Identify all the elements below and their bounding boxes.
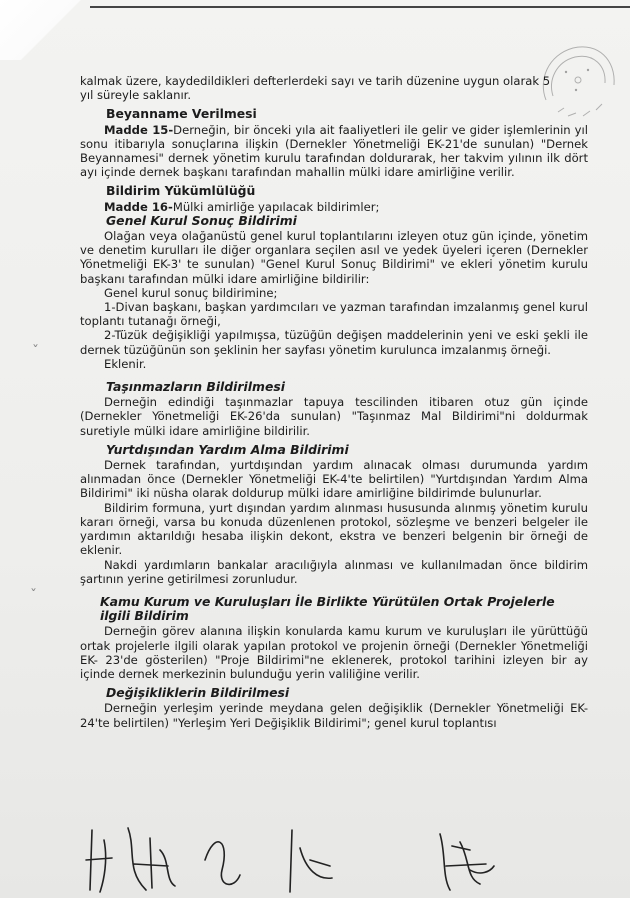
paragraph: Bildirim formuna, yurt dışından yardım alınması hususunda alınmış yönetim kurulu kararı örneği, varsa bu konuda düzenlenen protokol, sözleşme ve benzeri belgeler ile yardımın aktarıldığı hesaba ilişkin dekont, ekstra ve benzeri belgenin bir örneği de eklenir. <box>80 500 588 558</box>
top-rule <box>90 6 630 8</box>
margin-mark: ˇ <box>30 588 37 604</box>
intro-line: yıl süreyle saklanır. <box>80 88 192 103</box>
subsection-heading: Yurtdışından Yardım Alma Bildirimi <box>106 441 349 457</box>
paragraph: Derneğin görev alanına ilişkin konularda kamu kurum ve kuruluşları ile yürüttüğü ortak projelerle ilgili olarak yapılan protokol ve projenin örneği (Dernekler Yönetmeliği EK- 23'de gösterilen) "Proje Bildirimi"ne eklenerek, protokol tarihini izleyen bir ay içinde dernek merkezinin bulunduğu yerin valiliğine verilir. <box>80 624 588 681</box>
intro-line: kalmak üzere, kaydedildikleri defterlerdeki sayı ve tarih düzenine uygun olarak 5 <box>80 74 551 88</box>
subsection-heading: Değişikliklerin Bildirilmesi <box>106 685 290 701</box>
subsection-heading: Kamu Kurum ve Kuruluşları İle Birlikte Yürütülen Ortak Projelerle ilgili Bildirim <box>100 593 555 624</box>
subsection-heading: Taşınmazların Bildirilmesi <box>106 379 285 395</box>
paragraph: Olağan veya olağanüstü genel kurul toplantılarını izleyen otuz gün içinde, yönetim ve denetim kurulları ile diğer organlara seçilen asıl ve yedek üyeleri içeren (Dernekler Yönetmeliği EK-3' te sunulan) "Genel Kurul Sonuç Bildirimi" ve ekleri yönetim kurulu başkanı tarafından mülki idare amirliğine bildirilir: <box>80 229 588 286</box>
paragraph: Dernek tarafından, yurtdışından yardım alınacak olması durumunda yardım alınmadan önce (Dernekler Yönetmeliği EK-4'te belirtilen) "Yurtdışından Yardım Alma Bildirimi" iki nüsha olarak doldurup mülki idare amirliğine bildirimde bulunurlar. <box>80 458 588 501</box>
folded-corner <box>0 0 100 60</box>
subsection-heading: Genel Kurul Sonuç Bildirimi <box>106 212 297 228</box>
section-heading: Beyanname Verilmesi <box>106 106 257 122</box>
paragraph: Eklenir. <box>104 356 147 371</box>
paragraph: 2-Tüzük değişikliği yapılmışsa, tüzüğün değişen maddelerinin yeni ve eski şekli ile dernek tüzüğünün son şeklinin her sayfası yönetim kurulunca imzalanmış örneği. <box>80 328 588 357</box>
signatures-image <box>0 820 630 898</box>
paragraph: 1-Divan başkanı, başkan yardımcıları ve yazman tarafından imzalanmış genel kurul toplantı tutanağı örneği, <box>80 300 588 329</box>
document-body <box>80 74 588 730</box>
article-paragraph <box>80 123 588 180</box>
article-text: Mülki amirliğe yapılacak bildirimler; <box>172 199 380 214</box>
article-label: Madde 16- <box>104 199 173 214</box>
paragraph: Nakdi yardımların bankalar aracılığıyla alınması ve kullanılmadan önce bildirim şartının yerine getirilmesi zorunludur. <box>80 557 588 586</box>
paragraph: Derneğin yerleşim yerinde meydana gelen değişiklik (Dernekler Yönetmeliği EK-24'te belirtilen) "Yerleşim Yeri Değişiklik Bildirimi"; genel kurul toplantısı <box>80 701 588 730</box>
section-heading: Bildirim Yükümlülüğü <box>106 183 256 199</box>
article-label: Madde 15- <box>104 122 174 137</box>
margin-mark: ˇ <box>32 344 39 360</box>
paragraph: Derneğin edindiği taşınmazlar tapuya tescilinden itibaren otuz gün içinde (Dernekler Yönetmeliği EK-26'da sunulan) "Taşınmaz Mal Bildirimi"ni doldurmak suretiyle mülki idare amirliğine bildirilir. <box>80 395 588 438</box>
paragraph: Genel kurul sonuç bildirimine; <box>104 285 278 300</box>
article-paragraph <box>80 200 588 214</box>
article-text: Derneğin, bir önceki yıla ait faaliyetleri ile gelir ve gider işlemlerinin yıl sonu itibarıyla sonuçlarına ilişkin (Dernekler Yönetmeliği EK-21'de sunulan) "Dernek Beyannamesi" dernek yönetim kurulu tarafından doldurarak, her takvim yılının ilk dört ayı içinde dernek başkanı tarafından mahallin mülki idare amirliğine verilir. <box>80 122 588 180</box>
